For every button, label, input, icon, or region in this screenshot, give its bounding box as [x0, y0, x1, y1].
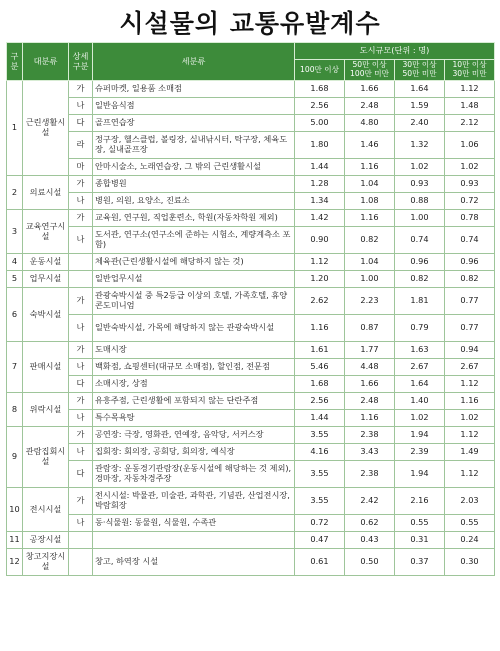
value-cell: 0.90 — [295, 227, 345, 254]
row-description: 체육관(근린생활시설에 해당하지 않는 것) — [93, 254, 295, 271]
table-row — [7, 132, 495, 159]
value-cell: 0.77 — [445, 288, 495, 315]
value-cell: 1.44 — [295, 410, 345, 427]
row-description: 골프연습장 — [93, 115, 295, 132]
value-cell: 0.82 — [345, 227, 395, 254]
value-cell: 0.72 — [295, 515, 345, 532]
value-cell: 1.12 — [445, 461, 495, 488]
value-cell: 0.93 — [445, 176, 495, 193]
row-sub: 다 — [69, 376, 93, 393]
row-sub: 가 — [69, 393, 93, 410]
group-category: 의료시설 — [23, 176, 69, 210]
row-sub: 마 — [69, 159, 93, 176]
row-description: 정구장, 헬스클럽, 볼링장, 실내낚시터, 탁구장, 체육도장, 실내골프장 — [93, 132, 295, 159]
table-body — [7, 81, 495, 576]
row-sub: 나 — [69, 315, 93, 342]
value-cell: 1.48 — [445, 98, 495, 115]
row-sub — [69, 532, 93, 549]
value-cell: 1.16 — [445, 393, 495, 410]
value-cell: 1.68 — [295, 81, 345, 98]
value-cell: 1.12 — [295, 254, 345, 271]
value-cell: 2.56 — [295, 393, 345, 410]
value-cell: 0.55 — [395, 515, 445, 532]
group-category: 전시시설 — [23, 488, 69, 532]
header-desc: 세분류 — [93, 43, 295, 81]
value-cell: 2.16 — [395, 488, 445, 515]
row-description — [93, 532, 295, 549]
row-description: 슈퍼마켓, 일용품 소매점 — [93, 81, 295, 98]
row-description: 전시시설: 박물관, 미술관, 과학관, 기념관, 산업전시장, 박람회장 — [93, 488, 295, 515]
value-cell: 0.50 — [345, 549, 395, 576]
header-sub: 상세구분 — [69, 43, 93, 81]
row-description: 유흥주점, 근린생활에 포함되지 않는 단란주점 — [93, 393, 295, 410]
group-code: 2 — [7, 176, 23, 210]
value-cell: 2.67 — [445, 359, 495, 376]
table-row — [7, 159, 495, 176]
row-sub: 가 — [69, 176, 93, 193]
value-cell: 3.55 — [295, 427, 345, 444]
table-row — [7, 410, 495, 427]
value-cell: 1.46 — [345, 132, 395, 159]
group-code: 4 — [7, 254, 23, 271]
table-header — [7, 43, 495, 81]
row-description: 특수목욕탕 — [93, 410, 295, 427]
row-description: 교육원, 연구원, 직업훈련소, 학원(자동차학원 제외) — [93, 210, 295, 227]
group-code: 8 — [7, 393, 23, 427]
group-code: 6 — [7, 288, 23, 342]
group-category: 근린생활시설 — [23, 81, 69, 176]
value-cell: 0.93 — [395, 176, 445, 193]
value-cell: 2.62 — [295, 288, 345, 315]
value-cell: 3.55 — [295, 461, 345, 488]
table-row — [7, 176, 495, 193]
table-row — [7, 288, 495, 315]
group-code: 10 — [7, 488, 23, 532]
value-cell: 1.94 — [395, 461, 445, 488]
row-description: 도서관, 연구소(연구소에 준하는 시험소, 계량계측소 포함) — [93, 227, 295, 254]
value-cell: 1.16 — [295, 315, 345, 342]
header-category: 대분류 — [23, 43, 69, 81]
table-row — [7, 271, 495, 288]
row-description: 관광숙박시설 중 특2등급 이상의 호텔, 가족호텔, 휴양 콘도미니엄 — [93, 288, 295, 315]
value-cell: 1.16 — [345, 210, 395, 227]
row-description: 동·식물원: 동물원, 식물원, 수족관 — [93, 515, 295, 532]
value-cell: 2.38 — [345, 461, 395, 488]
table-row — [7, 210, 495, 227]
value-cell: 1.44 — [295, 159, 345, 176]
row-sub: 나 — [69, 444, 93, 461]
value-cell: 3.43 — [345, 444, 395, 461]
value-cell: 1.00 — [345, 271, 395, 288]
row-sub: 나 — [69, 515, 93, 532]
value-cell: 1.94 — [395, 427, 445, 444]
row-description: 집회장: 회의장, 공회당, 회의장, 예식장 — [93, 444, 295, 461]
row-sub: 나 — [69, 359, 93, 376]
row-sub: 나 — [69, 98, 93, 115]
value-cell: 1.04 — [345, 176, 395, 193]
row-sub — [69, 271, 93, 288]
row-sub — [69, 254, 93, 271]
value-cell: 0.78 — [445, 210, 495, 227]
value-cell: 1.16 — [345, 159, 395, 176]
row-sub: 가 — [69, 288, 93, 315]
value-cell: 1.16 — [345, 410, 395, 427]
value-cell: 2.67 — [395, 359, 445, 376]
value-cell: 0.96 — [445, 254, 495, 271]
value-cell: 0.77 — [445, 315, 495, 342]
row-sub — [69, 549, 93, 576]
value-cell: 0.79 — [395, 315, 445, 342]
group-category: 위락시설 — [23, 393, 69, 427]
group-category: 창고지장시설 — [23, 549, 69, 576]
table-row — [7, 376, 495, 393]
table-row — [7, 193, 495, 210]
row-description: 관람장: 운동경기관람장(운동시설에 해당하는 것 제외), 경마장, 자동차경주장 — [93, 461, 295, 488]
value-cell: 0.74 — [445, 227, 495, 254]
value-cell: 2.03 — [445, 488, 495, 515]
value-cell: 1.12 — [445, 81, 495, 98]
value-cell: 1.28 — [295, 176, 345, 193]
group-category: 업무시설 — [23, 271, 69, 288]
table-row — [7, 427, 495, 444]
value-cell: 0.24 — [445, 532, 495, 549]
value-cell: 0.82 — [395, 271, 445, 288]
row-sub: 가 — [69, 427, 93, 444]
value-cell: 1.42 — [295, 210, 345, 227]
row-sub: 나 — [69, 193, 93, 210]
value-cell: 0.72 — [445, 193, 495, 210]
value-cell: 0.47 — [295, 532, 345, 549]
header-scale-4: 10만 이상 30만 미만 — [445, 60, 495, 81]
value-cell: 0.61 — [295, 549, 345, 576]
row-description: 일반숙박시설, 가목에 해당하지 않는 관광숙박시설 — [93, 315, 295, 342]
row-description: 병원, 의원, 요양소, 진료소 — [93, 193, 295, 210]
group-code: 11 — [7, 532, 23, 549]
table-row — [7, 315, 495, 342]
group-category: 운동시설 — [23, 254, 69, 271]
value-cell: 1.12 — [445, 427, 495, 444]
table-row — [7, 393, 495, 410]
table-row — [7, 227, 495, 254]
value-cell: 4.16 — [295, 444, 345, 461]
table-row — [7, 488, 495, 515]
value-cell: 1.32 — [395, 132, 445, 159]
group-category: 숙박시설 — [23, 288, 69, 342]
value-cell: 0.37 — [395, 549, 445, 576]
value-cell: 2.42 — [345, 488, 395, 515]
value-cell: 1.02 — [445, 410, 495, 427]
value-cell: 2.23 — [345, 288, 395, 315]
value-cell: 1.02 — [445, 159, 495, 176]
row-description: 일반업무시설 — [93, 271, 295, 288]
value-cell: 1.49 — [445, 444, 495, 461]
table-row — [7, 461, 495, 488]
value-cell: 4.48 — [345, 359, 395, 376]
value-cell: 0.82 — [445, 271, 495, 288]
page-title: 시설물의 교통유발계수 — [119, 9, 381, 38]
row-description: 공연장: 극장, 영화관, 연예장, 음악당, 서커스장 — [93, 427, 295, 444]
table-row — [7, 98, 495, 115]
value-cell: 1.77 — [345, 342, 395, 359]
row-description: 창고, 하역장 시설 — [93, 549, 295, 576]
value-cell: 1.61 — [295, 342, 345, 359]
header-scale-3: 30만 이상 50만 미만 — [395, 60, 445, 81]
value-cell: 1.20 — [295, 271, 345, 288]
value-cell: 1.08 — [345, 193, 395, 210]
value-cell: 0.62 — [345, 515, 395, 532]
row-sub: 가 — [69, 488, 93, 515]
value-cell: 1.02 — [395, 410, 445, 427]
row-description: 소매시장, 상점 — [93, 376, 295, 393]
value-cell: 1.02 — [395, 159, 445, 176]
value-cell: 1.12 — [445, 376, 495, 393]
value-cell: 5.00 — [295, 115, 345, 132]
row-sub: 라 — [69, 132, 93, 159]
row-description: 백화점, 쇼핑센터(대규모 소매점), 할인점, 전문점 — [93, 359, 295, 376]
value-cell: 1.34 — [295, 193, 345, 210]
value-cell: 0.88 — [395, 193, 445, 210]
table-row — [7, 515, 495, 532]
value-cell: 2.40 — [395, 115, 445, 132]
value-cell: 4.80 — [345, 115, 395, 132]
header-scale-2: 50만 이상 100만 미만 — [345, 60, 395, 81]
value-cell: 1.04 — [345, 254, 395, 271]
value-cell: 1.66 — [345, 376, 395, 393]
value-cell: 1.64 — [395, 376, 445, 393]
row-sub: 가 — [69, 81, 93, 98]
table-row — [7, 532, 495, 549]
group-category: 판매시설 — [23, 342, 69, 393]
group-code: 9 — [7, 427, 23, 488]
row-sub: 나 — [69, 227, 93, 254]
value-cell: 0.43 — [345, 532, 395, 549]
group-code: 5 — [7, 271, 23, 288]
group-category: 공장시설 — [23, 532, 69, 549]
value-cell: 0.30 — [445, 549, 495, 576]
header-scale-1: 100만 이상 — [295, 60, 345, 81]
value-cell: 2.38 — [345, 427, 395, 444]
value-cell: 1.66 — [345, 81, 395, 98]
value-cell: 2.56 — [295, 98, 345, 115]
value-cell: 1.80 — [295, 132, 345, 159]
table-row — [7, 549, 495, 576]
value-cell: 1.59 — [395, 98, 445, 115]
value-cell: 0.31 — [395, 532, 445, 549]
table-row — [7, 444, 495, 461]
table-row — [7, 115, 495, 132]
value-cell: 3.55 — [295, 488, 345, 515]
value-cell: 0.94 — [445, 342, 495, 359]
table-row — [7, 254, 495, 271]
value-cell: 2.39 — [395, 444, 445, 461]
table-row — [7, 342, 495, 359]
row-description: 종합병원 — [93, 176, 295, 193]
row-sub: 가 — [69, 210, 93, 227]
value-cell: 2.48 — [345, 393, 395, 410]
value-cell: 5.46 — [295, 359, 345, 376]
traffic-coefficient-table — [6, 42, 495, 576]
value-cell: 2.12 — [445, 115, 495, 132]
row-description: 안마시술소, 노래연습장, 그 밖의 근린생활시설 — [93, 159, 295, 176]
group-category: 관람집회시설 — [23, 427, 69, 488]
row-sub: 다 — [69, 461, 93, 488]
value-cell: 1.06 — [445, 132, 495, 159]
value-cell: 1.00 — [395, 210, 445, 227]
header-code: 구분 — [7, 43, 23, 81]
table-row — [7, 359, 495, 376]
group-code: 12 — [7, 549, 23, 576]
row-sub: 다 — [69, 115, 93, 132]
row-sub: 가 — [69, 342, 93, 359]
row-description: 일반음식점 — [93, 98, 295, 115]
value-cell: 0.87 — [345, 315, 395, 342]
value-cell: 0.74 — [395, 227, 445, 254]
value-cell: 2.48 — [345, 98, 395, 115]
value-cell: 0.55 — [445, 515, 495, 532]
row-description: 도매시장 — [93, 342, 295, 359]
group-code: 1 — [7, 81, 23, 176]
value-cell: 1.63 — [395, 342, 445, 359]
value-cell: 1.64 — [395, 81, 445, 98]
group-code: 7 — [7, 342, 23, 393]
value-cell: 1.68 — [295, 376, 345, 393]
value-cell: 1.81 — [395, 288, 445, 315]
table-row — [7, 81, 495, 98]
value-cell: 1.40 — [395, 393, 445, 410]
group-category: 교육연구시설 — [23, 210, 69, 254]
value-cell: 0.96 — [395, 254, 445, 271]
header-scale: 도시규모(단위 : 명) — [295, 43, 495, 60]
group-code: 3 — [7, 210, 23, 254]
row-sub: 나 — [69, 410, 93, 427]
